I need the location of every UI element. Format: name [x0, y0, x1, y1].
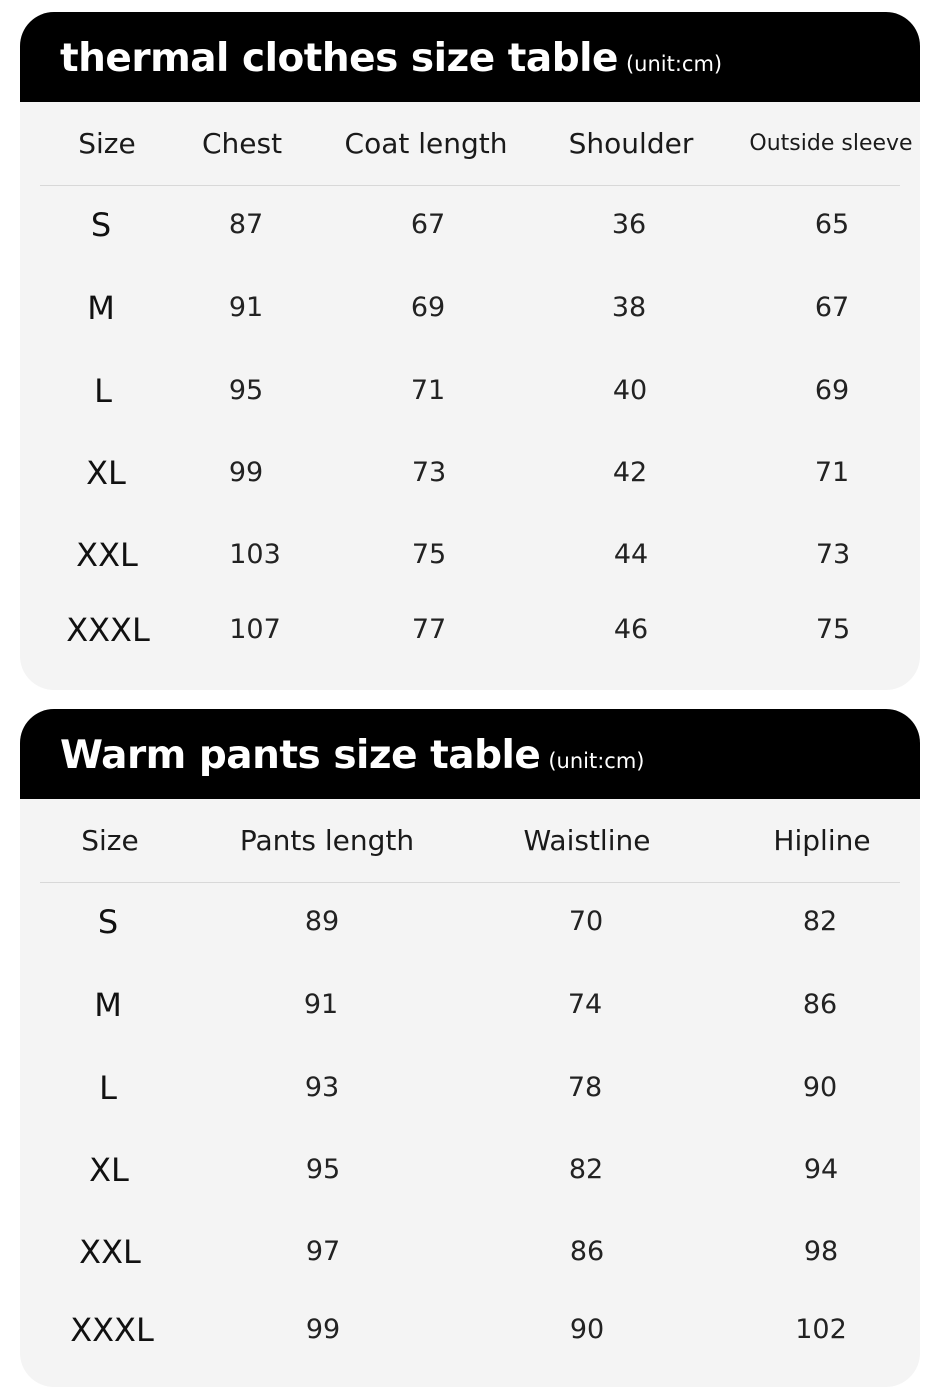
pants-cell-waistline: 90	[569, 1314, 605, 1345]
thermal-cell-chest: 91	[228, 292, 264, 323]
pants-cell-pants-length: 95	[305, 1154, 341, 1185]
thermal-cell-shoulder: 38	[611, 292, 647, 323]
thermal-cell-shoulder: 36	[611, 209, 647, 240]
thermal-card-title	[60, 12, 722, 102]
thermal-header-shoulder: Shoulder	[568, 127, 694, 160]
pants-cell-size: XXL	[79, 1233, 141, 1271]
pants-cell-pants-length: 91	[303, 989, 339, 1020]
pants-header-waistline: Waistline	[523, 824, 651, 857]
thermal-cell-shoulder: 46	[613, 614, 649, 645]
table-row	[40, 1058, 900, 1118]
thermal-size-card	[20, 12, 920, 690]
thermal-cell-shoulder: 42	[612, 457, 648, 488]
thermal-cell-shoulder: 44	[613, 539, 649, 570]
table-row	[40, 361, 900, 421]
thermal-cell-outside-sleeve: 75	[815, 614, 851, 645]
pants-card-title	[60, 709, 645, 799]
pants-cell-hipline: 98	[803, 1236, 839, 1267]
pants-header-size: Size	[81, 824, 139, 857]
table-row	[40, 443, 900, 503]
thermal-cell-size: M	[87, 289, 115, 327]
table-row	[40, 1140, 900, 1200]
pants-title: Warm pants size table	[60, 733, 541, 778]
thermal-header-size: Size	[78, 127, 136, 160]
thermal-cell-size: XL	[86, 454, 126, 492]
thermal-cell-size: S	[90, 206, 112, 244]
thermal-header-chest: Chest	[201, 127, 283, 160]
pants-cell-size: L	[99, 1069, 117, 1107]
pants-cell-waistline: 74	[567, 989, 603, 1020]
pants-cell-pants-length: 89	[304, 906, 340, 937]
pants-cell-pants-length: 93	[304, 1072, 340, 1103]
table-row	[40, 278, 900, 338]
pants-cell-hipline: 94	[803, 1154, 839, 1185]
pants-unit: (unit:cm)	[548, 749, 645, 773]
pants-size-card	[20, 709, 920, 1387]
thermal-header-row	[40, 102, 913, 186]
thermal-cell-coat-length: 71	[410, 375, 446, 406]
thermal-cell-coat-length: 69	[410, 292, 446, 323]
pants-header-hipline: Hipline	[773, 824, 871, 857]
thermal-cell-size: XXL	[76, 536, 138, 574]
thermal-cell-outside-sleeve: 71	[814, 457, 850, 488]
pants-card-header	[20, 709, 920, 799]
pants-cell-size: S	[97, 903, 119, 941]
thermal-unit: (unit:cm)	[625, 52, 723, 76]
pants-cell-size: M	[94, 986, 122, 1024]
pants-cell-hipline: 90	[802, 1072, 838, 1103]
thermal-cell-coat-length: 67	[410, 209, 446, 240]
table-row	[40, 195, 900, 255]
pants-cell-size: XXXL	[70, 1311, 154, 1349]
pants-cell-waistline: 70	[568, 906, 604, 937]
thermal-header-outside-sleeve: Outside sleeve	[749, 131, 913, 156]
pants-cell-waistline: 78	[567, 1072, 603, 1103]
table-row	[40, 975, 900, 1035]
thermal-cell-size: XXXL	[66, 611, 150, 649]
pants-cell-hipline: 102	[795, 1314, 847, 1345]
thermal-header-coat-length: Coat length	[344, 127, 508, 160]
table-row	[40, 1300, 900, 1360]
thermal-cell-chest: 107	[229, 614, 281, 645]
pants-cell-pants-length: 99	[305, 1314, 341, 1345]
thermal-title: thermal clothes size table	[60, 36, 618, 81]
thermal-cell-coat-length: 75	[411, 539, 447, 570]
thermal-cell-outside-sleeve: 69	[814, 375, 850, 406]
thermal-cell-outside-sleeve: 73	[815, 539, 851, 570]
thermal-cell-chest: 87	[228, 209, 264, 240]
table-row	[40, 600, 900, 660]
thermal-cell-size: L	[94, 372, 112, 410]
pants-cell-waistline: 86	[569, 1236, 605, 1267]
table-row	[40, 525, 900, 585]
thermal-cell-shoulder: 40	[612, 375, 648, 406]
table-row	[40, 892, 900, 952]
pants-cell-hipline: 82	[802, 906, 838, 937]
pants-header-pants-length: Pants length	[239, 824, 415, 857]
thermal-cell-chest: 103	[229, 539, 281, 570]
thermal-cell-chest: 95	[228, 375, 264, 406]
thermal-cell-outside-sleeve: 67	[814, 292, 850, 323]
thermal-cell-coat-length: 77	[411, 614, 447, 645]
pants-cell-waistline: 82	[568, 1154, 604, 1185]
pants-cell-hipline: 86	[802, 989, 838, 1020]
thermal-cell-chest: 99	[228, 457, 264, 488]
thermal-cell-coat-length: 73	[411, 457, 447, 488]
pants-cell-size: XL	[89, 1151, 129, 1189]
thermal-cell-outside-sleeve: 65	[814, 209, 850, 240]
pants-cell-pants-length: 97	[305, 1236, 341, 1267]
table-row	[40, 1222, 900, 1282]
thermal-card-header	[20, 12, 920, 102]
pants-header-row	[40, 799, 900, 883]
